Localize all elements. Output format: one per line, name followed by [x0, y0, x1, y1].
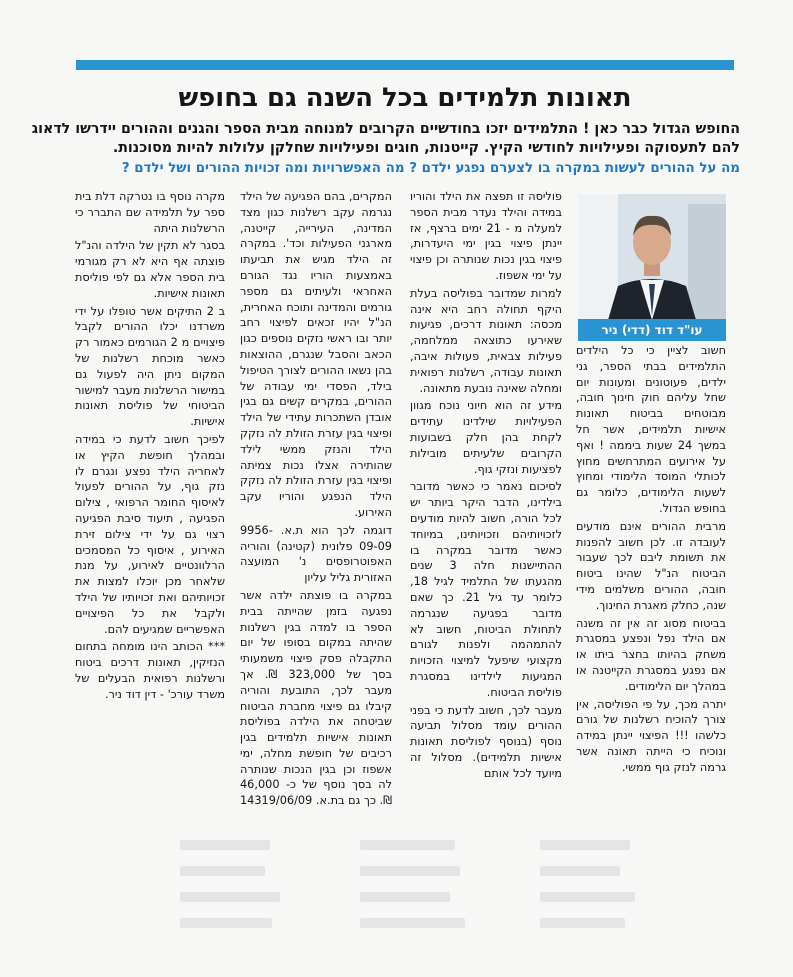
author-photo [578, 194, 726, 341]
article-question: מה על ההורים לעשות במקרה בו לצערם נפגע ילדם ? מה האפשרויות ומה זכויות ההורים ושל ילדם ? [121, 161, 740, 176]
paragraph: מקרה נוסף בו נטרקה דלת בית ספר על תלמידה שם התברר כי הרשלנות היתה [75, 190, 225, 235]
reverse-page-bleed-through [160, 830, 680, 950]
article-headline: תאונות תלמידים בכל השנה גם בחופש [178, 83, 632, 113]
paragraph: דוגמה לכך הוא ת.א. 9956-09-09 פלונית (קטינה) והוריה האפוטרופסים נ' המועצה האזורית גליל עליון [240, 523, 392, 585]
paragraph: מרבית ההורים אינם מודעים לעובדה זו. לכן חשוב להפנות את תשומת ליבם לכך שעבור הביטוח הנ"ל שהינו ביטוח חובה, ההורים משלמים מידי שנה, כחלק מאגרת החינוך. [576, 519, 726, 612]
paragraph: פוליסה זו תפצה את הילד והוריו במידה והילד נעדר מבית הספר למעלה מ - 21 ימים ברצף, אז יינתן פיצוי בגין ימי היעדרות, פיצוי בגין נכות שנותרה וכן פיצוי על ימי אשפוז. [410, 190, 562, 282]
article-column-1 [576, 343, 726, 778]
paragraph: לפיכך חשוב לדעת כי במידה ובמהלך חופשת הקיץ או לאחריה הילד נפצע ונגרם לו נזק גוף, על ההורים לפעול לאיסוף החומר הרפואי , צילום הפגיעה , תיעוד סיבת הפגיעה רצוי גם על ידי צילום זירת האירוע , איסוף כל המסמכים הרלוונטיים לאירוע, על מנת שלאחר מכן יוכלו למצות את זכויותיהם ואת זכויותיו של הילד ולקבל את כל הפיצויים האפשריים שמגיעים להם. [75, 432, 225, 636]
paragraph: במקרה בו פוצתה ילדה אשר נפגעה בזמן שהייתה בבית הספר בו למדה בגין רשלנות שהיתה במקום בסופו של יום התקבלה פסק פיצוי משמעותי בסך של 323,000 ₪. אך מעבר לכך, התובעת והוריה קיבלו גם פיצוי מחברת הביטוח שביטחה את הילדה בפוליסת תאונות אישיות תלמידים בגין רכיבים של חופשת מחלה, ימי אשפוז וכן בגין הנכות שנותרה לה בסך נוסף של כ- 46,000 ₪. כך גם בת.א. 14319/06/09 [239, 588, 392, 808]
paragraph: מעבר לכך, חשוב לדעת כי בפני ההורים עומד מסלול תביעה נוסף (בנוסף לפוליסת תאונות אישיות תלמידים). מסלול זה מיועד לכל אותם [410, 703, 562, 780]
article-column-2 [410, 189, 562, 783]
photo-caption: עו"ד דוד (דדי) ניר [578, 319, 726, 341]
article-intro [31, 120, 740, 158]
paragraph: המקרים, בהם הפגיעה של הילד נגרמה עקב רשלנות כגון מצד המדינה, העירייה, קייטנה, מארגני הפעילות וכד'. במקרה זה הילד מגיש את תביעתו באמצעות הוריו נגד הגורם האחראי ולעיתים גם מספר גורמים והמדינה ותוכח האחרית, הנ"ל יהיו זכאים לפיצוי רחב יותר ובו ראשי נזקים נוספים כגון הכאב והסבל שנגרם, ההוצאות בהן נשאו ההורים לצורך הטיפול בילד, הפסדי ימי עבודה של ההורים, במקרים קשים גם בגין אובדן השתכרות עתידי של הילד ופיצוי בגין עזרת הזולת לה נזקק הילד והנזק ממשי לילד שהותירה אצלו נכות צמיתה ופיצוי בגין עזרת הזולת לה נזקק הילד הנפגע והוריו עקב האירוע. [240, 190, 392, 519]
paragraph: בביטוח מסוג זה אין זה משנה אם הילד נפל ונפצע במסגרת משחק בהיותו בחצר ביתו או אם נפגע במסגרת הקייטנה או במהלך יום הלימודים. [576, 616, 726, 693]
portrait-illustration [578, 194, 726, 320]
paragraph: יתרה מכך, על פי הפוליסה, אין צורך להוכיח רשלנות של גורם כלשהו !!! הפיצוי יינתן במידה ונוכיח כי הייתה תאונה אשר גרמה לנזק גוף ממשי. [576, 697, 726, 774]
paragraph: ב 2 התיקים אשר טופלו על ידי משרדנו יכלו ההורים לקבל פיצויים מ 2 הגורמים כאמור רק כאשר מוכחת רשלנות של המקום ניתן היה לפעול גם במישור הרשלנות מעבר למישור הביטוחי של פוליסת תאונות אישיות. [75, 304, 225, 429]
paragraph: למרות שמדובר בפוליסה בעלת היקף תחולה רחב היא אינה מכסה: תאונות דרכים, פגיעות שאירעו כתוצאה ממלחמה, פעילות צבאית, פעולות איבה, תאונות עבודה, רשלנות רפואית ומחלה שאינה נובעת מתאונה. [410, 286, 562, 395]
article-column-3 [240, 189, 392, 811]
paragraph: חשוב לציין כי כל הילדים התלמידים בבתי הספר, גני ילדים, פעוטונים ומעונות יום שחל עליהם חוק חינוך חובה, מבוטחים בביטוח תאונות אישיות תלמידים, אשר חל במשך 24 שעות ביממה ! ואף על אירועים המתרחשים מחוץ לכותלי המוסד הלימודי ומחוץ לשעות הלימודים, כלומר גם בחופש הגדול. [576, 344, 726, 515]
intro-line: להם לתעסוקה ופעילויות לחודשי הקיץ. קייטנות, חוגים ופעילויות שחלקן עלולות להיות מסוכנות. [112, 140, 740, 156]
paragraph: *** הכותב הינו מומחה בתחום הנזיקין, תאונות דרכים ביטוח ורשלנות רפואית הבעלים של משרד עורכ' - דין דוד ניר. [75, 640, 225, 701]
top-accent-bar [76, 60, 734, 70]
paragraph: מידע זה הוא חיוני נוכח מגוון הפעילויות שילדינו עתידים לקחת בהן חלק בשבועות הקרובים שלעיתים מובילות לפציעות ונזקי גוף. [410, 399, 562, 476]
paragraph: לסיכום נאמר כי כאשר מדובר בילדינו, הדבר היקר ביותר יש לכל הורה, חשוב להיות מודעים לזכויותיהם וזכויותינו, במיוחד כאשר מדובר במקרה בו ההתיישנות חלה 3 שנים מהגעתו של התלמיד לגיל 18, כלומר עד גיל 21. כך שאם מדובר בפגיעה שנגרמה לתחולת הביטוח, חשוב לא להתמהמה ולפנות לגורם מקצועי שיפעל למיצוי הזכויות המגיעות לילדינו במסגרת פוליסת הביטוח. [410, 480, 562, 699]
paragraph: בסגר לא תקין של הילדה והנ"ל פוצתה אף היא לא רק מגורמי בית הספר אלא גם לפי פוליסת תאונות אישיות. [75, 239, 225, 300]
intro-line: החופש הגדול כבר כאן ! התלמידים יזכו בחודשיים הקרובים למנוחה מבית הספר והגנים וההורים יידרשו לדאוג [31, 121, 740, 137]
article-column-4 [75, 189, 225, 705]
